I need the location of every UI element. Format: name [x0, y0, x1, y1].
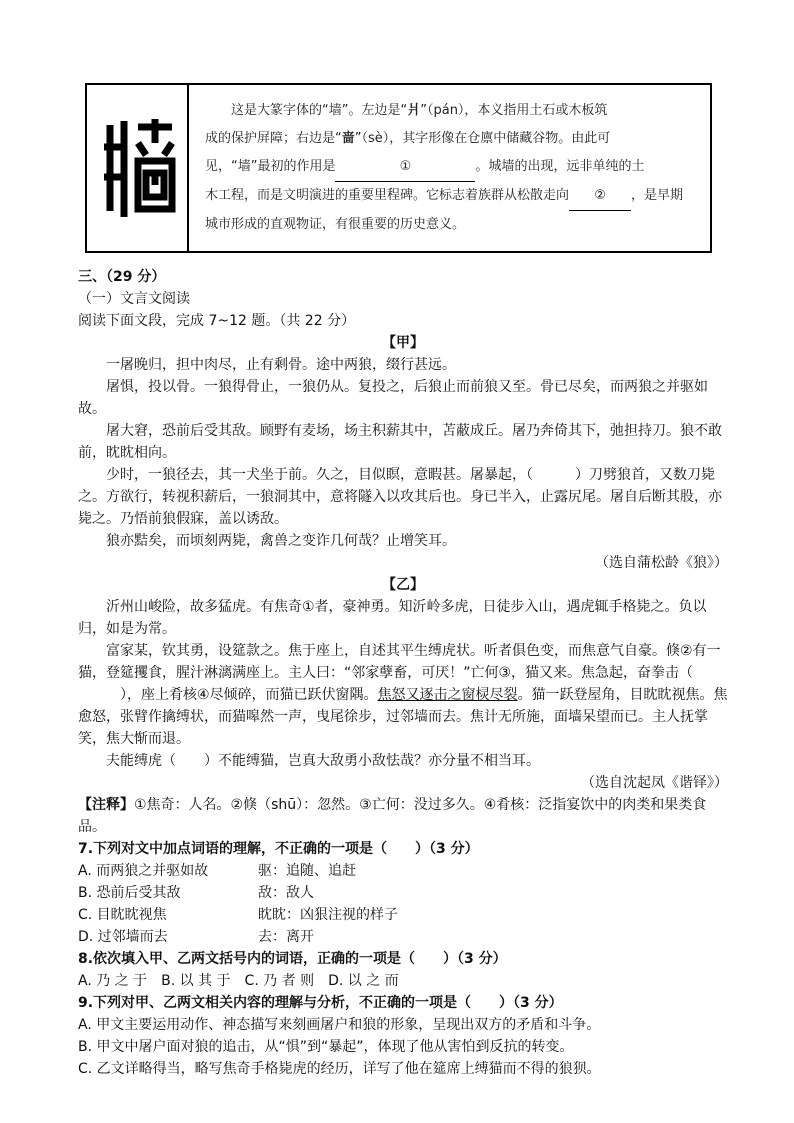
- box-line: [205, 125, 696, 153]
- box-line: 城市形成的直观物证，有很重要的历史意义。: [205, 217, 466, 232]
- instruction: 阅读下面文段，完成 7~12 题。（共 22 分）: [78, 313, 356, 329]
- subsection-heading: （一）文言文阅读: [78, 291, 190, 307]
- box-line: [205, 97, 696, 125]
- jia-paragraph: [78, 464, 728, 530]
- jia-paragraph: 一屠晚归，担中肉尽，止有剩骨。途中两狼，缀行甚远。: [106, 357, 456, 373]
- q8-option-c: C. 乃 者 则: [244, 973, 315, 989]
- seal-script-qiang-icon: [98, 113, 176, 223]
- box-text: ”（pán），本义指用土石或木板筑: [420, 103, 608, 118]
- option-text: A. 而两狼之并驱如故: [78, 863, 209, 879]
- q8-option-d: D. 以 之 而: [328, 973, 399, 989]
- option-gloss: 去：离开: [258, 929, 314, 945]
- box-text: 成的保护屏障；右边是“: [205, 131, 342, 146]
- yi-source: （选自沈起凤《谐铎》）: [581, 775, 728, 791]
- notes-text: ①焦奇：人名。②倏（shū）：忽然。③亡何：没过多久。④肴核：泛指宴饮中的肉类和果类食品。: [78, 797, 707, 835]
- box-text: 这是大篆字体的“墙”。左边是“: [231, 103, 408, 118]
- box-line: [205, 182, 696, 211]
- question-9-stem: 9.下列对甲、乙两文相关内容的理解与分析，不正确的一项是（ ）（3 分）: [78, 995, 563, 1011]
- option-gloss: 眈眈：凶狠注视的样子: [258, 907, 398, 923]
- option-gloss: 敌：敌人: [258, 885, 314, 901]
- q7-option-b: [78, 882, 728, 904]
- box-text: 木工程，而是文明演进的重要里程碑。它标志着族群从松散走向: [205, 188, 570, 203]
- box-text: 。城墙的出现，远非单纯的土: [475, 159, 645, 174]
- se-symbol: 啬: [341, 131, 355, 146]
- option-text: C. 目眈眈视焦: [78, 907, 167, 923]
- box-text: 见，“墙”最初的作用是: [205, 159, 336, 174]
- yi-paragraph: 沂州山峻险，故多猛虎。有焦奇①者，豪神勇。知沂岭多虎，日徒步入山，遇虎辄手格毙之。负以归，如是为常。: [78, 599, 707, 637]
- jia-paragraph: 屠大窘，恐前后受其敌。顾野有麦场，场主积薪其中，苫蔽成丘。屠乃奔倚其下，弛担持刀。狼不敢前，眈眈相向。: [78, 423, 722, 461]
- blank-2: ②: [569, 182, 631, 211]
- box-text: ”（sè），其字形像在仓廪中储藏谷物。由此可: [354, 131, 611, 146]
- notes: [78, 794, 728, 838]
- box-text: ，是早期: [631, 188, 684, 203]
- blank-1: ①: [335, 153, 475, 182]
- q9-option-b: B. 甲文中屠户面对狼的追击，从“惧”到“暴起”，体现了他从害怕到反抗的转变。: [78, 1039, 574, 1055]
- jia-tag: 【甲】: [382, 335, 424, 351]
- yi-paragraph: [78, 640, 728, 750]
- question-8-stem: 8.依次填入甲、乙两文括号内的词语，正确的一项是（ ）（3 分）: [78, 951, 507, 967]
- yi-tag: 【乙】: [382, 577, 424, 593]
- box-line: [205, 153, 696, 182]
- main-content: [78, 266, 728, 1080]
- text: ）不能缚猫，岂真大敌勇小敌怯哉？亦分量不相当耳。: [204, 753, 540, 769]
- text: ），座上肴核④尽倾碎，而猫已跃伏窗隅。: [120, 687, 378, 703]
- text: 少时，一狼径去，其一犬坐于前。久之，目似瞑，意暇甚。屠暴起，（: [106, 467, 533, 483]
- option-text: B. 恐前后受其敌: [78, 885, 181, 901]
- q8-option-b: B. 以 其 于: [161, 973, 231, 989]
- seal-glyph-cell: [87, 85, 189, 251]
- text: ）刀劈狼首，又数刀毙之。方欲行，转视积薪后，一狼洞其中，意将隧入以攻其后也。身已半入，止露尻尾。屠自后断其股，亦毙之。乃悟前狼假寐，盖以诱敌。: [78, 467, 722, 527]
- jia-source: （选自蒲松龄《狼》）: [595, 555, 728, 571]
- yi-paragraph: [78, 750, 728, 772]
- q9-option-c: C. 乙文详略得当，略写焦奇手格毙虎的经历，详写了他在筵席上缚猫而不得的狼狈。: [78, 1061, 601, 1077]
- jia-paragraph: 狼亦黠矣，而顷刻两毙，禽兽之变诈几何哉？止增笑耳。: [106, 533, 456, 549]
- section-heading: 三、（29 分）: [78, 269, 166, 285]
- option-text: D. 过邻墙而去: [78, 929, 168, 945]
- text: 夫能缚虎（: [106, 753, 176, 769]
- jia-paragraph: 屠惧，投以骨。一狼得骨止，一狼仍从。复投之，后狼止而前狼又至。骨已尽矣，而两狼之并驱如故。: [78, 379, 708, 417]
- q9-option-a: A. 甲文主要运用动作、神态描写来刻画屠户和狼的形象，呈现出双方的矛盾和斗争。: [78, 1017, 601, 1033]
- seal-character-box: [85, 83, 712, 253]
- question-7-stem: 7.下列对文中加点词语的理解，不正确的一项是（ ）（3 分）: [78, 841, 479, 857]
- seal-explanation: [189, 85, 710, 251]
- underlined-sentence: 焦怒又逐击之窗棂尽裂: [377, 687, 518, 703]
- q7-option-a: [78, 860, 728, 882]
- text: 富家某，钦其勇，设筵款之。焦于座上，自述其平生缚虎状。听者俱色变，而焦意气自豪。倏②有一猫，登筵攫食，腥汁淋漓满座上。主人曰：“邻家孽畜，可厌！”亡何③，猫又来。焦急起，奋拳击（: [78, 643, 721, 681]
- q8-option-a: A. 乃 之 于: [78, 973, 148, 989]
- notes-label: 【注释】: [78, 797, 134, 813]
- q7-option-c: [78, 904, 728, 926]
- text: 。猫一跃登屋角，目眈眈视焦。焦愈怒，张臂作擒缚状，而猫嗥然一声，曳尾徐步，过邻墙而去。焦计无所施，面墙呆望而已。主人抚掌笑，焦大惭而退。: [78, 687, 728, 747]
- option-gloss: 驱：追随、追赶: [258, 863, 356, 879]
- pan-symbol: 爿: [407, 103, 421, 118]
- q7-option-d: [78, 926, 728, 948]
- q8-options: [78, 970, 728, 992]
